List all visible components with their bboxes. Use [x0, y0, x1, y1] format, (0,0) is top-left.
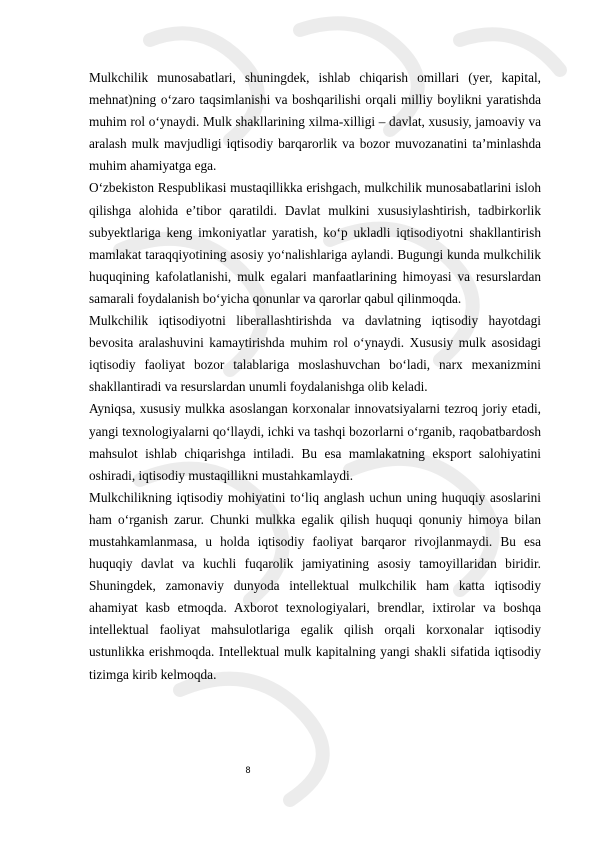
paragraph-5: Mulkchilikning iqtisodiy mohiyatini to‘liq anglash uchun uning huquqiy asoslarini ham o‘rganish zarur. Chunki mulkka egalik qilish huquqi qonuniy himoya bilan mustahkamlanmasa, u holda iqtisodiy faoliyat barqaror rivojlanmaydi. Bu esa huquqiy davlat va kuchli fuqarolik jamiyatining asosiy tamoyillaridan biridir. Shuningdek, zamonaviy dunyoda intellektual mulkchilik ham katta iqtisodiy ahamiyat kasb etmoqda. Axborot texnologiyalari, brendlar, ixtirolar va boshqa intellektual faoliyat mahsulotlariga egalik qilish orqali korxonalar iqtisodiy ustunlikka erishmoqda. Intellektual mulk kapitalning yangi shakli sifatida iqtisodiy tizimga kirib kelmoqda. [89, 489, 541, 682]
paragraph-3: Mulkchilik iqtisodiyotni liberallashtirishda va davlatning iqtisodiy hayotdagi bevosita aralashuvini kamaytirishda muhim rol o‘ynaydi. Xususiy mulk asosidagi iqtisodiy faoliyat bozor talablariga moslashuvchan bo‘ladi, narx mexanizmini shakllantiradi va resurslardan unumli foydalanishga olib keladi. [89, 313, 541, 395]
paragraph-2: O‘zbekiston Respublikasi mustaqillikka erishgach, mulkchilik munosabatlarini isloh qilishga alohida e’tibor qaratildi. Davlat mulkini xususiylashtirish, tadbirkorlik subyektlariga keng imkoniyatlar yaratish, ko‘p ukladli iqtisodiyotni shakllantirish mamlakat taraqqiyotining asosiy yo‘nalishlariga aylandi. Bugungi kunda mulkchilik huquqining kafolatlanishi, mulk egalari manfaatlarining himoyasi va resurslardan samarali foydalanish bo‘yicha qonunlar va qarorlar qabul qilinmoqda. [89, 180, 541, 306]
paragraph-4: Ayniqsa, xususiy mulkka asoslangan korxonalar innovatsiyalarni tezroq joriy etadi, yangi texnologiyalarni qo‘llaydi, ichki va tashqi bozorlarni o‘rganib, raqobatbardosh mahsulot ishlab chiqarishga intiladi. Bu esa mamlakatning eksport salohiyatini oshiradi, iqtisodiy mustaqillikni mustahkamlaydi. [89, 401, 541, 483]
document-body [89, 67, 541, 686]
page-number: 8 [245, 765, 251, 775]
paragraph-1: Mulkchilik munosabatlari, shuningdek, ishlab chiqarish omillari (yer, kapital, mehnat)ning o‘zaro taqsimlanishi va boshqarilishi orqali milliy boylikni yaratishda muhim rol o‘ynaydi. Mulk shakllarining xilma-xilligi – davlat, xususiy, jamoaviy va aralash mulk mavjudligi iqtisodiy barqarorlik va bozor muvozanatini ta’minlashda muhim ahamiyatga ega. [89, 70, 541, 174]
